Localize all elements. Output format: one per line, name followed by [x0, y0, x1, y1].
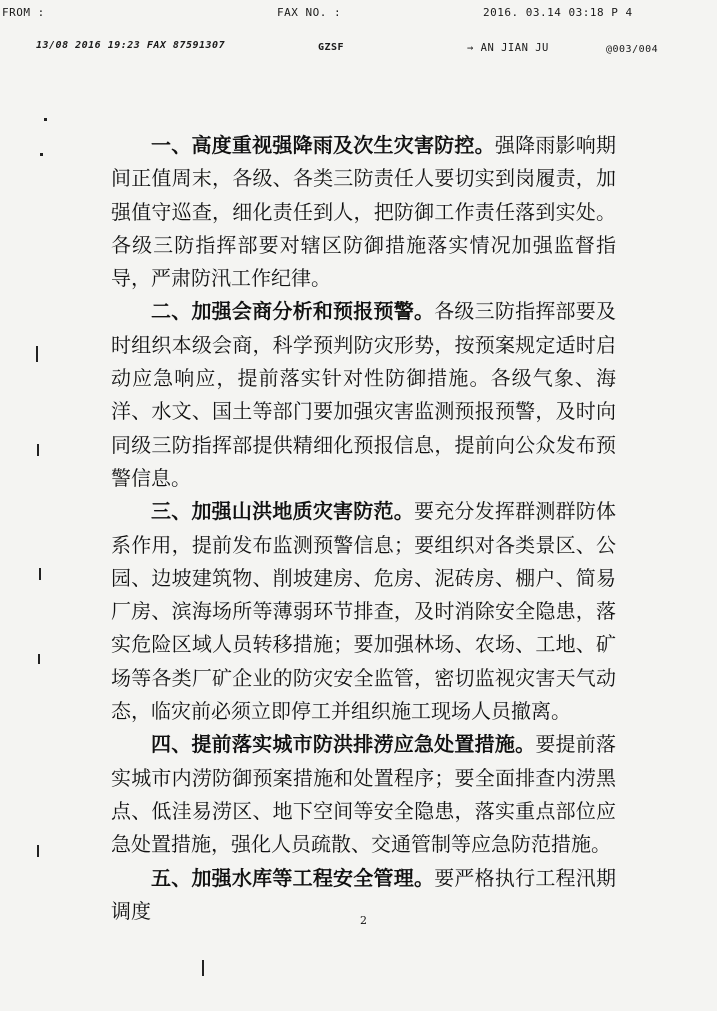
fax-sender-code: GZSF — [318, 42, 345, 53]
scan-speck — [37, 845, 39, 857]
paragraph-1 — [111, 129, 616, 295]
document-body — [111, 129, 616, 928]
paragraph-text: 要提前落实城市内涝防御预案措施和处置程序；要全面排查内涝黑点、低洼易涝区、地下空间等安全隐患，落实重点部位应急处置措施，强化人员疏散、交通管制等应急防范措施。 — [111, 732, 617, 857]
page-number: 2 — [360, 914, 367, 927]
paragraph-text: 要充分发挥群测群防体系作用，提前发布监测预警信息；要组织对各类景区、公园、边坡建筑物、削坡建房、危房、泥砖房、棚户、简易厂房、滨海场所等薄弱环节排查，及时消除安全隐患，落实危险区域人员转移措施；要加强林场、农场、工地、矿场等各类厂矿企业的防灾安全监管，密切监视灾害天气动态，临灾前必须立即停工并组织施工现场人员撤离。 — [111, 499, 617, 724]
paragraph-heading: 一、高度重视强降雨及次生灾害防控。 — [151, 133, 495, 157]
fax-number-label: FAX NO. : — [277, 6, 342, 19]
fax-recipient: → AN JIAN JU — [467, 42, 549, 54]
scan-speck — [40, 153, 43, 156]
paragraph-heading: 三、加强山洪地质灾害防范。 — [151, 499, 414, 524]
paragraph-3 — [111, 495, 616, 728]
scan-speck — [36, 346, 38, 362]
paragraph-4 — [111, 728, 616, 861]
fax-from-label: FROM : — [2, 6, 45, 19]
paragraph-heading: 二、加强会商分析和预报预警。 — [151, 299, 435, 324]
paragraph-heading: 四、提前落实城市防洪排涝应急处置措施。 — [151, 732, 536, 757]
paragraph-text: 各级三防指挥部要及时组织本级会商，科学预判防灾形势，按预案规定适时启动应急响应，提前落实针对性防御措施。各级气象、海洋、水文、国土等部门要加强灾害监测预报预警，及时向同级三防指挥部提供精细化预报信息，提前向公众发布预警信息。 — [111, 299, 617, 490]
paragraph-text: 强降雨影响期间正值周末，各级、各类三防责任人要切实到岗履责，加强值守巡查，细化责任到人，把防御工作责任落到实处。各级三防指挥部要对辖区防御措施落实情况加强监督指导，严肃防汛工作纪律。 — [111, 133, 617, 291]
paragraph-heading: 五、加强水库等工程安全管理。 — [151, 865, 435, 890]
paragraph-text: 要严格执行工程汛期调度 — [111, 865, 617, 923]
paragraph-2 — [111, 295, 616, 495]
scan-speck — [38, 654, 40, 664]
fax-page-counter: @003/004 — [606, 44, 659, 55]
scan-speck — [39, 568, 41, 580]
scan-speck — [37, 444, 39, 456]
fax-sent-stamp: 13/08 2016 19:23 FAX 87591307 — [36, 40, 226, 51]
fax-date-time: 2016. 03.14 03:18 P 4 — [483, 6, 633, 19]
scan-speck — [202, 960, 204, 976]
scan-speck — [44, 118, 47, 121]
